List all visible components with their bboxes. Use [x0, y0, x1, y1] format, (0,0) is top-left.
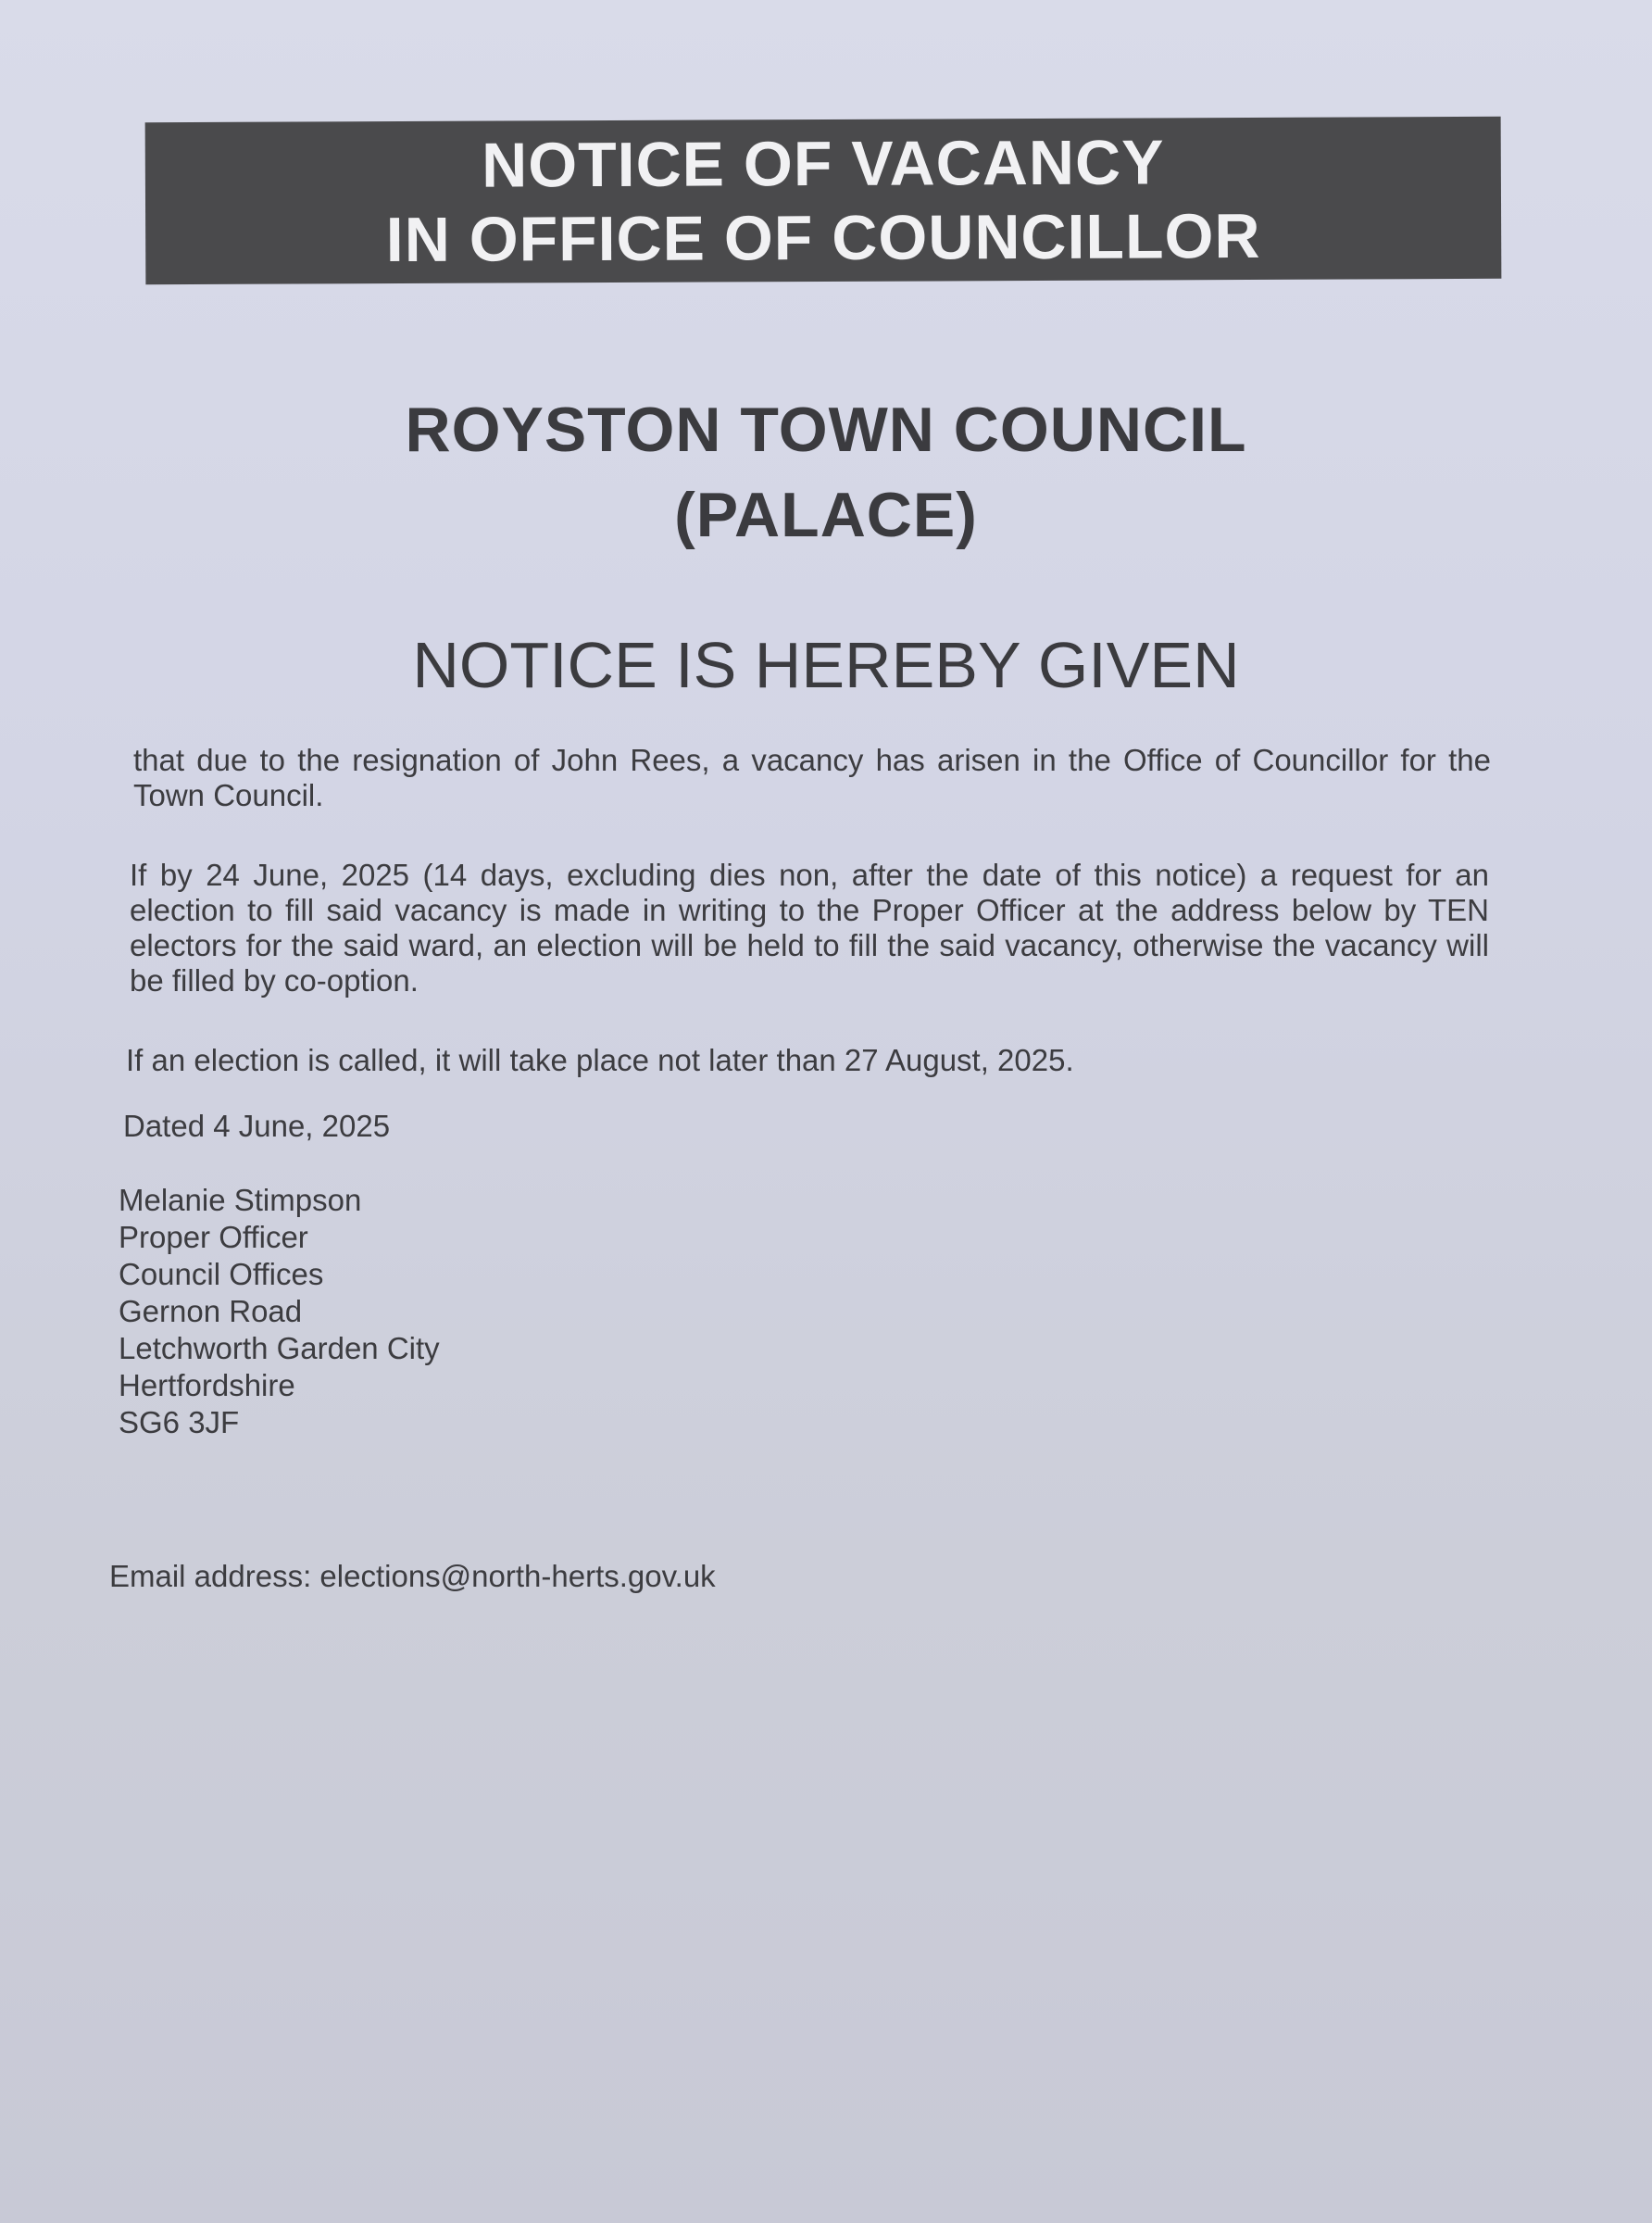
address-line: Hertfordshire — [119, 1368, 295, 1402]
dated-line: Dated 4 June, 2025 — [123, 1109, 391, 1143]
council-heading — [0, 387, 1652, 558]
election-paragraph: If an election is called, it will take place not later than 27 August, 2025. — [126, 1043, 1074, 1077]
officer-name: Melanie Stimpson — [119, 1183, 362, 1217]
notice-heading: NOTICE IS HEREBY GIVEN — [412, 629, 1240, 701]
address-line: Council Offices — [119, 1257, 324, 1291]
email-address: Email address: elections@north-herts.gov.uk — [109, 1559, 716, 1593]
council-ward: (PALACE) — [674, 480, 978, 550]
officer-title: Proper Officer — [119, 1220, 308, 1254]
address-line: Gernon Road — [119, 1294, 303, 1328]
banner-title-line-2: IN OFFICE OF COUNCILLOR — [385, 200, 1261, 275]
address-postcode: SG6 3JF — [119, 1405, 240, 1439]
resignation-paragraph: that due to the resignation of John Rees, a vacancy has arisen in the Office of Councillor for the Town Council. — [133, 743, 1491, 812]
title-banner — [145, 117, 1502, 284]
council-name: ROYSTON TOWN COUNCIL — [405, 395, 1247, 465]
banner-title-line-1: NOTICE OF VACANCY — [482, 126, 1165, 201]
officer-address-block — [119, 1182, 440, 1441]
request-paragraph: If by 24 June, 2025 (14 days, excluding dies non, after the date of this notice) a request for an election to fill said vacancy is made in writing to the Proper Officer at the address below by TEN electors for the said ward, an election will be held to fill the said vacancy, otherwise the vacancy will be filled by co-option. — [130, 858, 1489, 998]
address-line: Letchworth Garden City — [119, 1331, 440, 1365]
